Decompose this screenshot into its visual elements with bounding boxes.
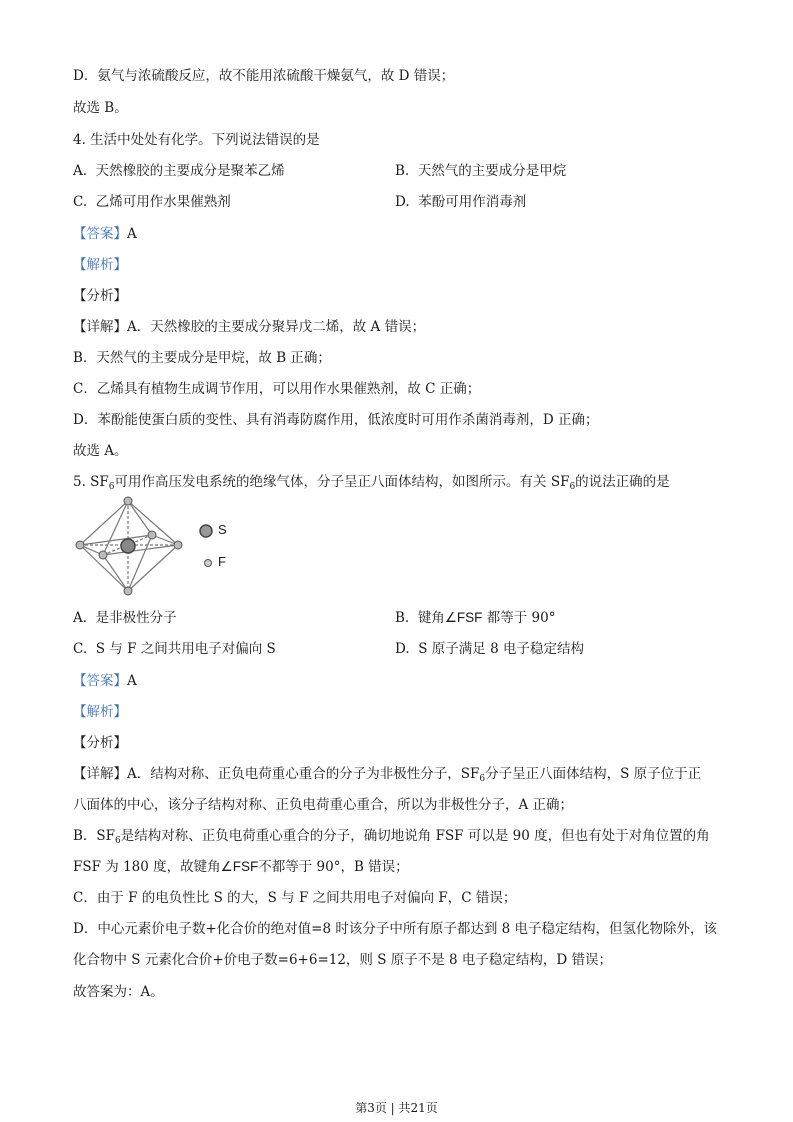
page-footer: 第3页 | 共21页 — [355, 1101, 438, 1115]
option-key: A. — [73, 610, 88, 626]
answer-value: A — [127, 673, 137, 689]
q4-answer — [73, 224, 137, 244]
q4-conclusion: 故选 A。 — [73, 443, 128, 459]
q5-conclusion: 故答案为：A。 — [73, 984, 164, 1000]
detail-text: 不都等于 90°，B 错误； — [258, 859, 409, 875]
q4-detail-b: B．天然气的主要成分是甲烷，故 B 正确； — [73, 350, 331, 366]
option-text: 是非极性分子 — [95, 610, 177, 626]
legend-f-label: F — [218, 554, 226, 569]
detail-text: A．结构对称、正负电荷重心重合的分子为非极性分子，SF — [127, 766, 480, 782]
subscript: 6 — [569, 482, 576, 492]
jiexi-tag: 【解析】 — [73, 704, 127, 720]
option-text: S 与 F 之间共用电子对偏向 S — [95, 641, 276, 657]
option-text: 乙烯可用作水果催熟剂 — [95, 194, 231, 210]
option-text: 苯酚可用作消毒剂 — [418, 194, 527, 210]
q5-detail-d-line2: 化合物中 S 元素化合价+价电子数=6+6=12，则 S 原子不是 8 电子稳定结构，D 错误； — [73, 952, 613, 968]
q4-option-b — [395, 161, 566, 181]
q4-detail-d: D．苯酚能使蛋白质的变性、具有消毒防腐作用，低浓度时可用作杀菌消毒剂，D 正确； — [73, 412, 599, 428]
q4-option-c — [73, 192, 231, 212]
q5-fenxi-tag: 【分析】 — [73, 735, 127, 751]
option-key: B. — [395, 163, 410, 179]
detail-text: 分子呈正八面体结构，S 原子位于正 — [485, 766, 702, 782]
stem-part: 5. SF — [73, 474, 109, 490]
option-text: 键角 — [417, 610, 445, 626]
detail-tag: 【详解】 — [73, 766, 127, 782]
q5-jiexi-tag — [73, 702, 127, 722]
option-key: C. — [73, 194, 88, 210]
q5-option-a — [73, 608, 177, 628]
q4-option-d — [395, 192, 526, 212]
detail-text: B．SF — [73, 828, 116, 844]
option-key: D. — [395, 641, 410, 657]
sf6-octahedron-figure — [70, 495, 270, 604]
angle-symbol: ∠FSF — [220, 859, 259, 874]
q5-stem — [73, 472, 670, 497]
q5-detail-a-line1 — [73, 764, 701, 789]
angle-symbol: ∠FSF — [444, 610, 483, 625]
option-text: 天然橡胶的主要成分是聚苯乙烯 — [95, 163, 285, 179]
q4-option-a — [73, 161, 285, 181]
q4-detail-c: C．乙烯具有植物生成调节作用，可以用作水果催熟剂，故 C 正确； — [73, 381, 481, 397]
q5-option-c — [73, 639, 276, 659]
stem-part: 可用作高压发电系统的绝缘气体，分子呈正八面体结构，如图所示。有关 SF — [114, 474, 570, 490]
option-key: D. — [395, 194, 410, 210]
detail-text: A．天然橡胶的主要成分聚异戊二烯，故 A 错误； — [127, 319, 426, 335]
detail-tag: 【详解】 — [73, 319, 127, 335]
q4-stem: 4. 生活中处处有化学。下列说法错误的是 — [73, 132, 320, 148]
detail-text: 是结构对称、正负电荷重心重合的分子，确切地说角 FSF 可以是 90 度，但也有处于对角位置的角 — [120, 828, 710, 844]
legend-s-label: S — [218, 522, 227, 537]
q5-detail-b-line2 — [73, 857, 409, 877]
answer-tag: 【答案】 — [73, 673, 127, 689]
q5-detail-c: C．由于 F 的电负性比 S 的大，S 与 F 之间共用电子对偏向 F，C 错误； — [73, 890, 517, 906]
option-key: B. — [395, 610, 410, 626]
prev-conclusion: 故选 B。 — [73, 100, 128, 116]
q5-detail-d-line1: D．中心元素价电子数+化合价的绝对值=8 时该分子中所有原子都达到 8 电子稳定结构，但氢化物除外，该 — [73, 921, 717, 937]
q5-detail-a-line2: 八面体的中心，该分子结构对称、正负电荷重心重合，所以为非极性分子，A 正确； — [73, 797, 574, 813]
option-text: S 原子满足 8 电子稳定结构 — [418, 641, 584, 657]
detail-text: FSF 为 180 度，故键角 — [73, 859, 221, 875]
option-key: C. — [73, 641, 88, 657]
q4-jiexi-tag — [73, 255, 127, 275]
q5-answer — [73, 671, 137, 691]
jiexi-tag: 【解析】 — [73, 257, 127, 273]
q4-fenxi-tag: 【分析】 — [73, 288, 127, 304]
option-text: 天然气的主要成分是甲烷 — [417, 163, 567, 179]
subscript: 6 — [479, 774, 486, 784]
prev-option-d-explanation: D．氨气与浓硫酸反应，故不能用浓硫酸干燥氨气，故 D 错误； — [73, 68, 455, 84]
q5-option-d — [395, 639, 584, 659]
option-text: 都等于 90° — [486, 610, 556, 626]
subscript: 6 — [115, 836, 121, 846]
option-key: A. — [73, 163, 88, 179]
q5-option-b — [395, 608, 555, 628]
answer-tag: 【答案】 — [73, 226, 127, 242]
octahedron-diagram — [70, 495, 270, 600]
answer-value: A — [127, 226, 137, 242]
q5-detail-b-line1 — [73, 826, 710, 851]
subscript: 6 — [108, 482, 115, 492]
stem-part: 的说法正确的是 — [575, 474, 670, 490]
q4-detail-a — [73, 317, 425, 337]
